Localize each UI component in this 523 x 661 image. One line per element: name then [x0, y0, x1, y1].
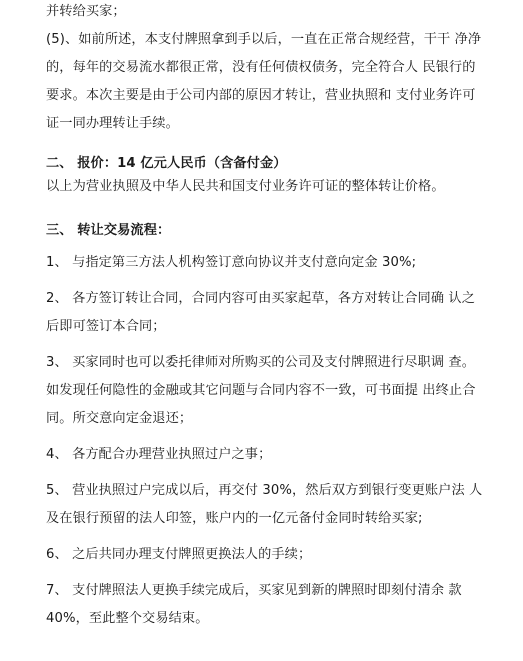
text-line: 要求。本次主要是由于公司内部的原因才转让，营业执照和 支付业务许可	[46, 88, 476, 103]
step-3: 3、 买家同时也可以委托律师对所购买的公司及支付牌照进行尽职调 查。	[46, 355, 475, 370]
section-heading-process: 三、 转让交易流程：	[46, 223, 171, 238]
step-4: 4、 各方配合办理营业执照过户之事；	[46, 447, 272, 462]
text-line: 的，每年的交易流水都很正常，没有任何债权债务，完全符合人 民银行的	[46, 60, 476, 75]
step-1: 1、 与指定第三方法人机构签订意向协议并支付意向定金 30%;	[46, 255, 417, 270]
step-6: 6、 之后共同办理支付牌照更换法人的手续；	[46, 547, 312, 562]
section-heading-price: 二、 报价：14 亿元人民币（含备付金）	[46, 156, 287, 171]
intro-paragraph	[46, 2, 486, 134]
text-line: 证一同办理转让手续。	[46, 116, 179, 131]
section-process	[46, 221, 486, 629]
text-line: 并转给买家；	[46, 4, 126, 19]
step-5-continued: 及在银行预留的法人印签，账户内的一亿元备付金同时转给买家;	[46, 511, 423, 526]
price-description: 以上为营业执照及中华人民共和国支付业务许可证的整体转让价格。	[46, 179, 445, 194]
step-2-continued: 后即可签订本合同；	[46, 319, 166, 334]
step-7-continued: 40%，至此整个交易结束。	[46, 611, 209, 626]
step-2: 2、 各方签订转让合同，合同内容可由买家起草，各方对转让合同确 认之	[46, 291, 475, 306]
step-3-continued: 同。所交意向定金退还；	[46, 411, 193, 426]
step-3-continued: 如发现任何隐性的金融或其它问题与合同内容不一致，可书面提 出终止合	[46, 383, 476, 398]
document-page	[46, 0, 486, 629]
step-5: 5、 营业执照过户完成以后，再交付 30%，然后双方到银行变更账户法 人	[46, 483, 483, 498]
text-line: (5)、如前所述，本支付牌照拿到手以后，一直在正常合规经营，干干 净净	[46, 32, 482, 47]
step-7: 7、 支付牌照法人更换手续完成后，买家见到新的牌照时即刻付清余 款	[46, 583, 462, 598]
section-price	[46, 154, 486, 197]
